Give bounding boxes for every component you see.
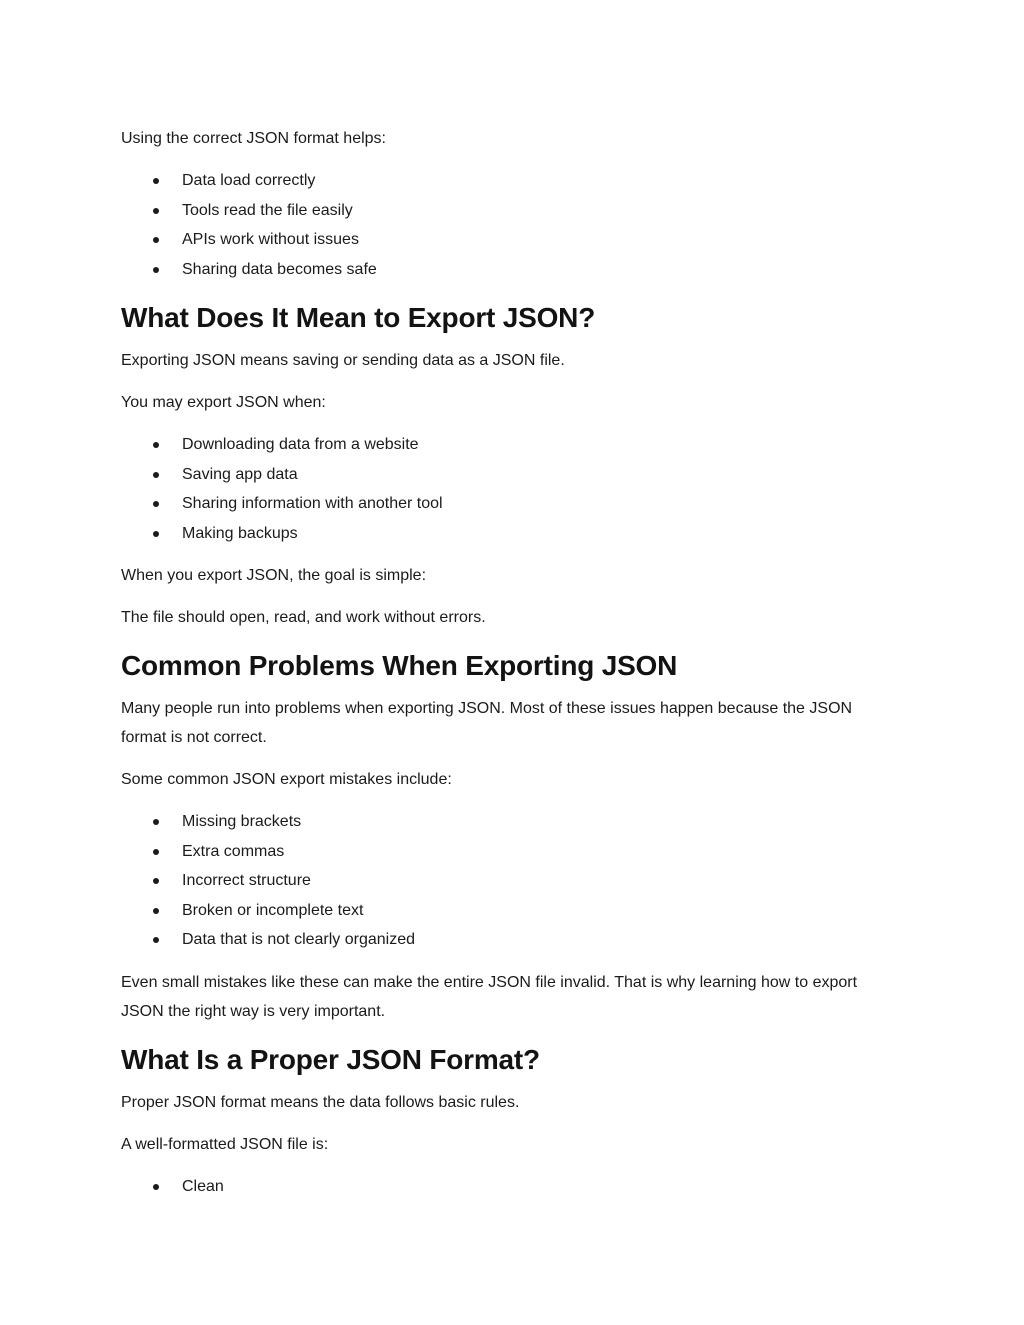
list-item: Missing brackets — [121, 807, 901, 837]
paragraph: Many people run into problems when exporting JSON. Most of these issues happen because the JSON format is not correct. — [121, 700, 853, 746]
list-item: Incorrect structure — [121, 866, 901, 896]
list-item: Tools read the file easily — [121, 196, 901, 226]
bullet-list — [121, 430, 901, 548]
list-item: Clean — [121, 1172, 901, 1202]
list-item: Extra commas — [121, 837, 901, 867]
paragraph: Some common JSON export mistakes include: — [121, 771, 452, 788]
paragraph: The file should open, read, and work without errors. — [121, 609, 486, 626]
list-item: Making backups — [121, 519, 901, 549]
list-item: Data load correctly — [121, 166, 901, 196]
paragraph: When you export JSON, the goal is simple: — [121, 567, 427, 584]
paragraph: You may export JSON when: — [121, 394, 326, 411]
list-item: Sharing data becomes safe — [121, 255, 901, 285]
paragraph: Using the correct JSON format helps: — [121, 130, 386, 147]
bullet-list — [121, 807, 901, 955]
section-heading: What Is a Proper JSON Format? — [121, 1043, 540, 1075]
list-item: Downloading data from a website — [121, 430, 901, 460]
list-item: APIs work without issues — [121, 225, 901, 255]
list-item: Saving app data — [121, 460, 901, 490]
paragraph: Exporting JSON means saving or sending data as a JSON file. — [121, 352, 565, 369]
list-item: Data that is not clearly organized — [121, 925, 901, 955]
paragraph: Proper JSON format means the data follows basic rules. — [121, 1093, 520, 1111]
list-item: Sharing information with another tool — [121, 489, 901, 519]
list-item: Broken or incomplete text — [121, 896, 901, 926]
bullet-list — [121, 1172, 901, 1202]
paragraph: A well-formatted JSON file is: — [121, 1135, 329, 1153]
section-heading: What Does It Mean to Export JSON? — [121, 302, 596, 333]
section-heading: Common Problems When Exporting JSON — [121, 650, 678, 681]
paragraph: Even small mistakes like these can make the entire JSON file invalid. That is why learning how to export JSON the right way is very important. — [121, 973, 858, 1020]
bullet-list — [121, 166, 901, 284]
